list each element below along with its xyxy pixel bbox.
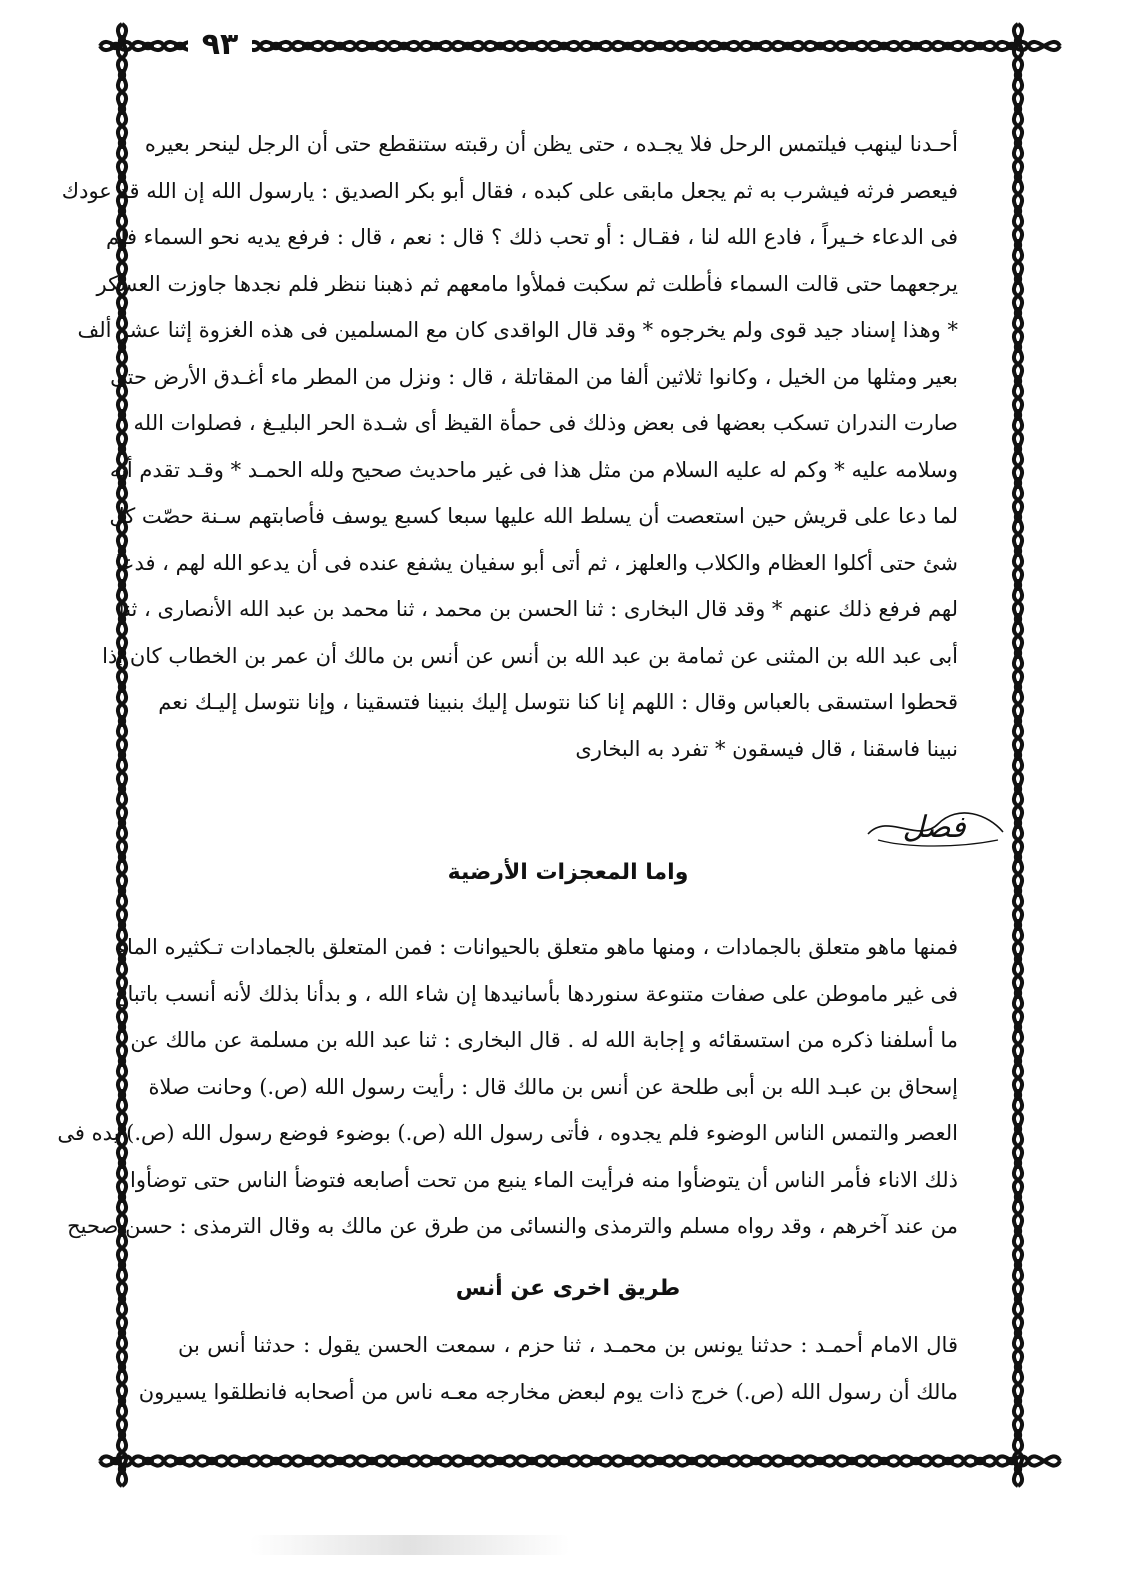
text-line: بعير ومثلها من الخيل ، وكانوا ثلاثين ألفا من المقاتلة ، قال : ونزل من المطر ماء أغـدق الأرض حتى <box>110 364 958 389</box>
text-line: نبينا فاسقنا ، قال فيسقون * تفرد به البخارى <box>575 736 958 761</box>
page-number: ٩٣ <box>201 26 239 62</box>
text-line: فيعصر فرثه فيشرب به ثم يجعل مابقى على كبده ، فقال أبو بكر الصديق : يارسول الله إن الله قد عودك <box>61 178 958 203</box>
text-line: قحطوا استسقى بالعباس وقال : اللهم إنا كنا نتوسل إليك بنبينا فتسقينا ، وإنا نتوسل إليـك نعم <box>158 690 958 714</box>
paragraph-1 <box>61 121 958 772</box>
text-line: فى الدعاء خـيراً ، فادع الله لنا ، فقـال : أو تحب ذلك ؟ قال : نعم ، قال : فرفع يديه نحو السماء فلم <box>106 225 958 249</box>
text-line: أحـدنا لينهب فيلتمس الرحل فلا يجـده ، حتى يظن أن رقبته ستنقطع حتى أن الرجل لينحر بعيره <box>144 132 958 156</box>
section-label-text: فصل <box>902 809 966 845</box>
text-line: مالك أن رسول الله (ص.) خرج ذات يوم لبعض مخارجه معـه ناس من أصحابه فانطلقوا يسيرون <box>138 1379 958 1404</box>
text-line: من عند آخرهم ، وقد رواه مسلم والترمذى والنسائى من طرق عن مالك به وقال الترمذى : حسن صحيح <box>67 1214 958 1238</box>
text-line: إسحاق بن عبـد الله بن أبى طلحة عن أنس بن مالك قال : رأيت رسول الله (ص.) وحانت صلاة <box>148 1074 958 1099</box>
text-line: ذلك الاناء فأمر الناس أن يتوضأوا منه فرأيت الماء ينبع من تحت أصابعه فتوضأ الناس حتى توضأوا <box>130 1167 958 1192</box>
text-line: ما أسلفنا ذكره من استسقائه و إجابة الله له . قال البخارى : ثنا عبد الله بن مسلمة عن مالك عن <box>130 1028 958 1052</box>
text-line: العصر والتمس الناس الوضوء فلم يجدوه ، فأتى رسول الله (ص.) بوضوء فوضع رسول الله (ص.) يده فى <box>57 1121 958 1145</box>
paragraph-3 <box>138 1322 958 1415</box>
section-label-fasl <box>858 804 1010 850</box>
text-line: شئ حتى أكلوا العظام والكلاب والعلهز ، ثم أتى أبو سفيان يشفع عنده فى أن يدعو الله لهم ، فدعا <box>115 550 958 575</box>
ornamental-border-right <box>996 24 1040 1486</box>
text-line: لما دعا على قريش حين استعصت أن يسلط الله عليها سبعا كسبع يوسف فأصابتهم سـنة حصّت كل <box>109 504 958 528</box>
paragraph-2 <box>57 924 958 1250</box>
page-number-box <box>188 24 252 64</box>
ornamental-border-bottom <box>100 1436 1040 1486</box>
text-line: فمنها ماهو متعلق بالجمادات ، ومنها ماهو متعلق بالحيوانات : فمن المتعلق بالجمادات تـكثيره الماء <box>117 935 958 959</box>
scan-artifact <box>250 1535 570 1555</box>
subsection-heading: طريق اخرى عن أنس <box>455 1276 681 1301</box>
text-line: * وهذا إسناد جيد قوى ولم يخرجوه * وقد قال الواقدى كان مع المسلمين فى هذه الغزوة إثنا عشر ألف <box>77 318 958 342</box>
text-line: يرجعهما حتى قالت السماء فأطلت ثم سكبت فملأوا مامعهم ثم ذهبنا ننظر فلم نجدها جاوزت العسكر <box>96 271 958 296</box>
text-line: وسلامه عليه * وكم له عليه السلام من مثل هذا فى غير ماحديث صحيح ولله الحمـد * وقـد تقدم أنه <box>109 457 958 482</box>
text-line: أبى عبد الله بن المثنى عن ثمامة بن عبد الله بن أنس عن أنس بن مالك أن عمر بن الخطاب كان إذا <box>102 643 958 668</box>
text-line: فى غير ماموطن على صفات متنوعة سنوردها بأسانيدها إن شاء الله ، و بدأنا بذلك لأنه أنسب باتباع <box>114 981 958 1006</box>
text-line: لهم فرفع ذلك عنهم * وقد قال البخارى : ثنا الحسن بن محمد ، ثنا محمد بن عبد الله الأنصارى ، ثنا <box>118 597 958 621</box>
section-heading: واما المعجزات الأرضية <box>447 860 689 885</box>
text-line: صارت الندران تسكب بعضها فى بعض وذلك فى حمأة القيظ أى شـدة الحر البليـغ ، فصلوات الله <box>133 411 958 435</box>
text-line: قال الامام أحمـد : حدثنا يونس بن محمـد ، ثنا حزم ، سمعت الحسن يقول : حدثنا أنس بن <box>178 1333 958 1357</box>
